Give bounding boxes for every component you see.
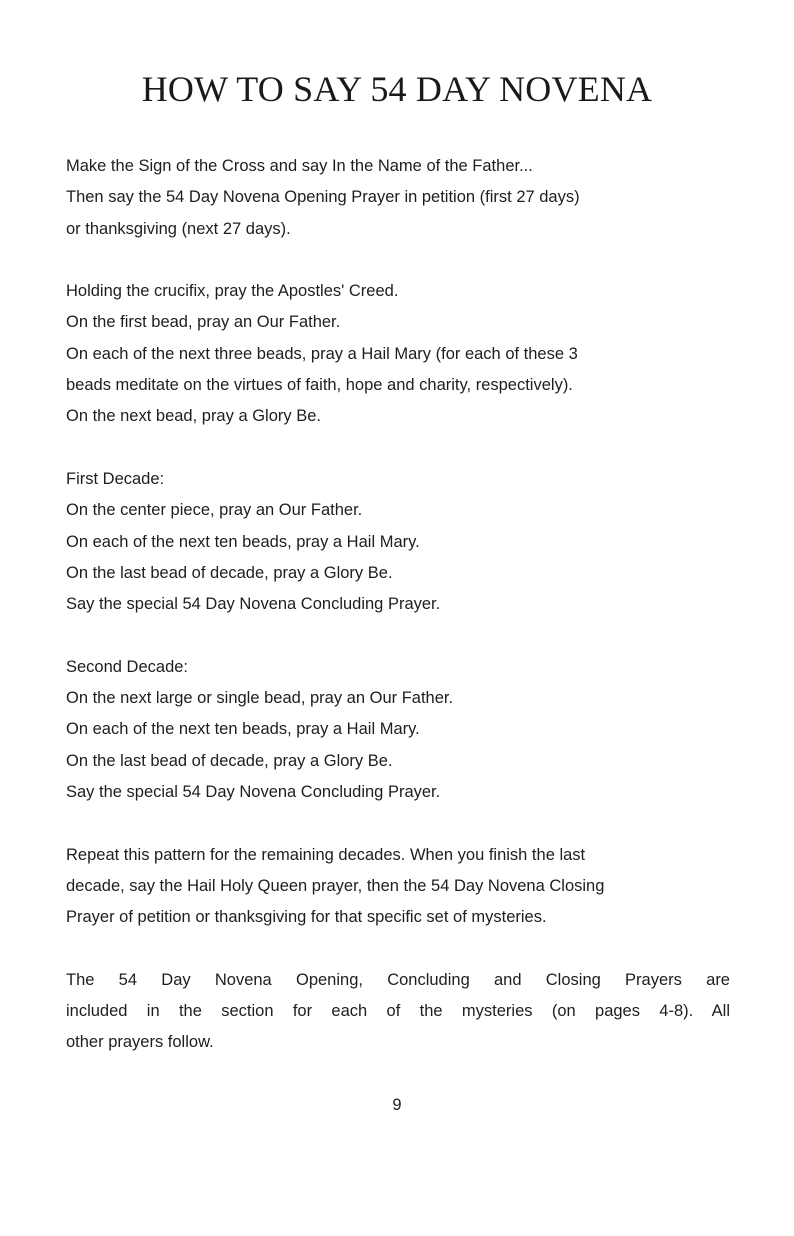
paragraph-second-decade [66, 652, 730, 808]
text-line: The 54 Day Novena Opening, Concluding and Closing Prayers are [66, 970, 730, 989]
text-line: Holding the crucifix, pray the Apostles' Creed. [66, 282, 399, 301]
section-heading: Second Decade: [66, 657, 189, 676]
text-line: included in the section for each of the mysteries (on pages 4-8). All [66, 1002, 730, 1021]
instructions-body [66, 151, 730, 1090]
text-line: On the center piece, pray an Our Father. [66, 501, 363, 520]
text-line: On each of the next three beads, pray a Hail Mary (for each of these 3 [66, 344, 578, 363]
text-line: On the next bead, pray a Glory Be. [66, 407, 321, 426]
text-line: On each of the next ten beads, pray a Hail Mary. [66, 720, 420, 739]
paragraph-repeat [66, 840, 730, 934]
text-line: Say the special 54 Day Novena Concluding Prayer. [66, 595, 441, 614]
text-line: On the last bead of decade, pray a Glory Be. [66, 563, 393, 582]
text-line: Make the Sign of the Cross and say In the Name of the Father... [66, 157, 533, 175]
paragraph-opening [66, 151, 730, 245]
section-heading: First Decade: [66, 469, 165, 488]
text-line: Prayer of petition or thanksgiving for that specific set of mysteries. [66, 908, 547, 927]
page-number: 9 [392, 1096, 402, 1114]
text-line: decade, say the Hail Holy Queen prayer, then the 54 Day Novena Closing [66, 876, 605, 895]
text-line: beads meditate on the virtues of faith, hope and charity, respectively). [66, 376, 573, 395]
paragraph-prayers-note [66, 965, 730, 1059]
page-title: HOW TO SAY 54 DAY NOVENA [141, 69, 653, 109]
text-line: On the first bead, pray an Our Father. [66, 313, 341, 332]
text-line: On each of the next ten beads, pray a Hail Mary. [66, 532, 420, 551]
text-line: Say the special 54 Day Novena Concluding Prayer. [66, 782, 441, 801]
text-line: On the last bead of decade, pray a Glory Be. [66, 751, 393, 770]
text-line: On the next large or single bead, pray an Our Father. [66, 689, 454, 708]
text-line: Repeat this pattern for the remaining decades. When you finish the last [66, 845, 586, 864]
text-line: Then say the 54 Day Novena Opening Prayer in petition (first 27 days) [66, 188, 580, 207]
paragraph-first-decade [66, 464, 730, 620]
text-line: other prayers follow. [66, 1033, 214, 1052]
paragraph-creed [66, 276, 730, 432]
text-line: or thanksgiving (next 27 days). [66, 219, 291, 238]
